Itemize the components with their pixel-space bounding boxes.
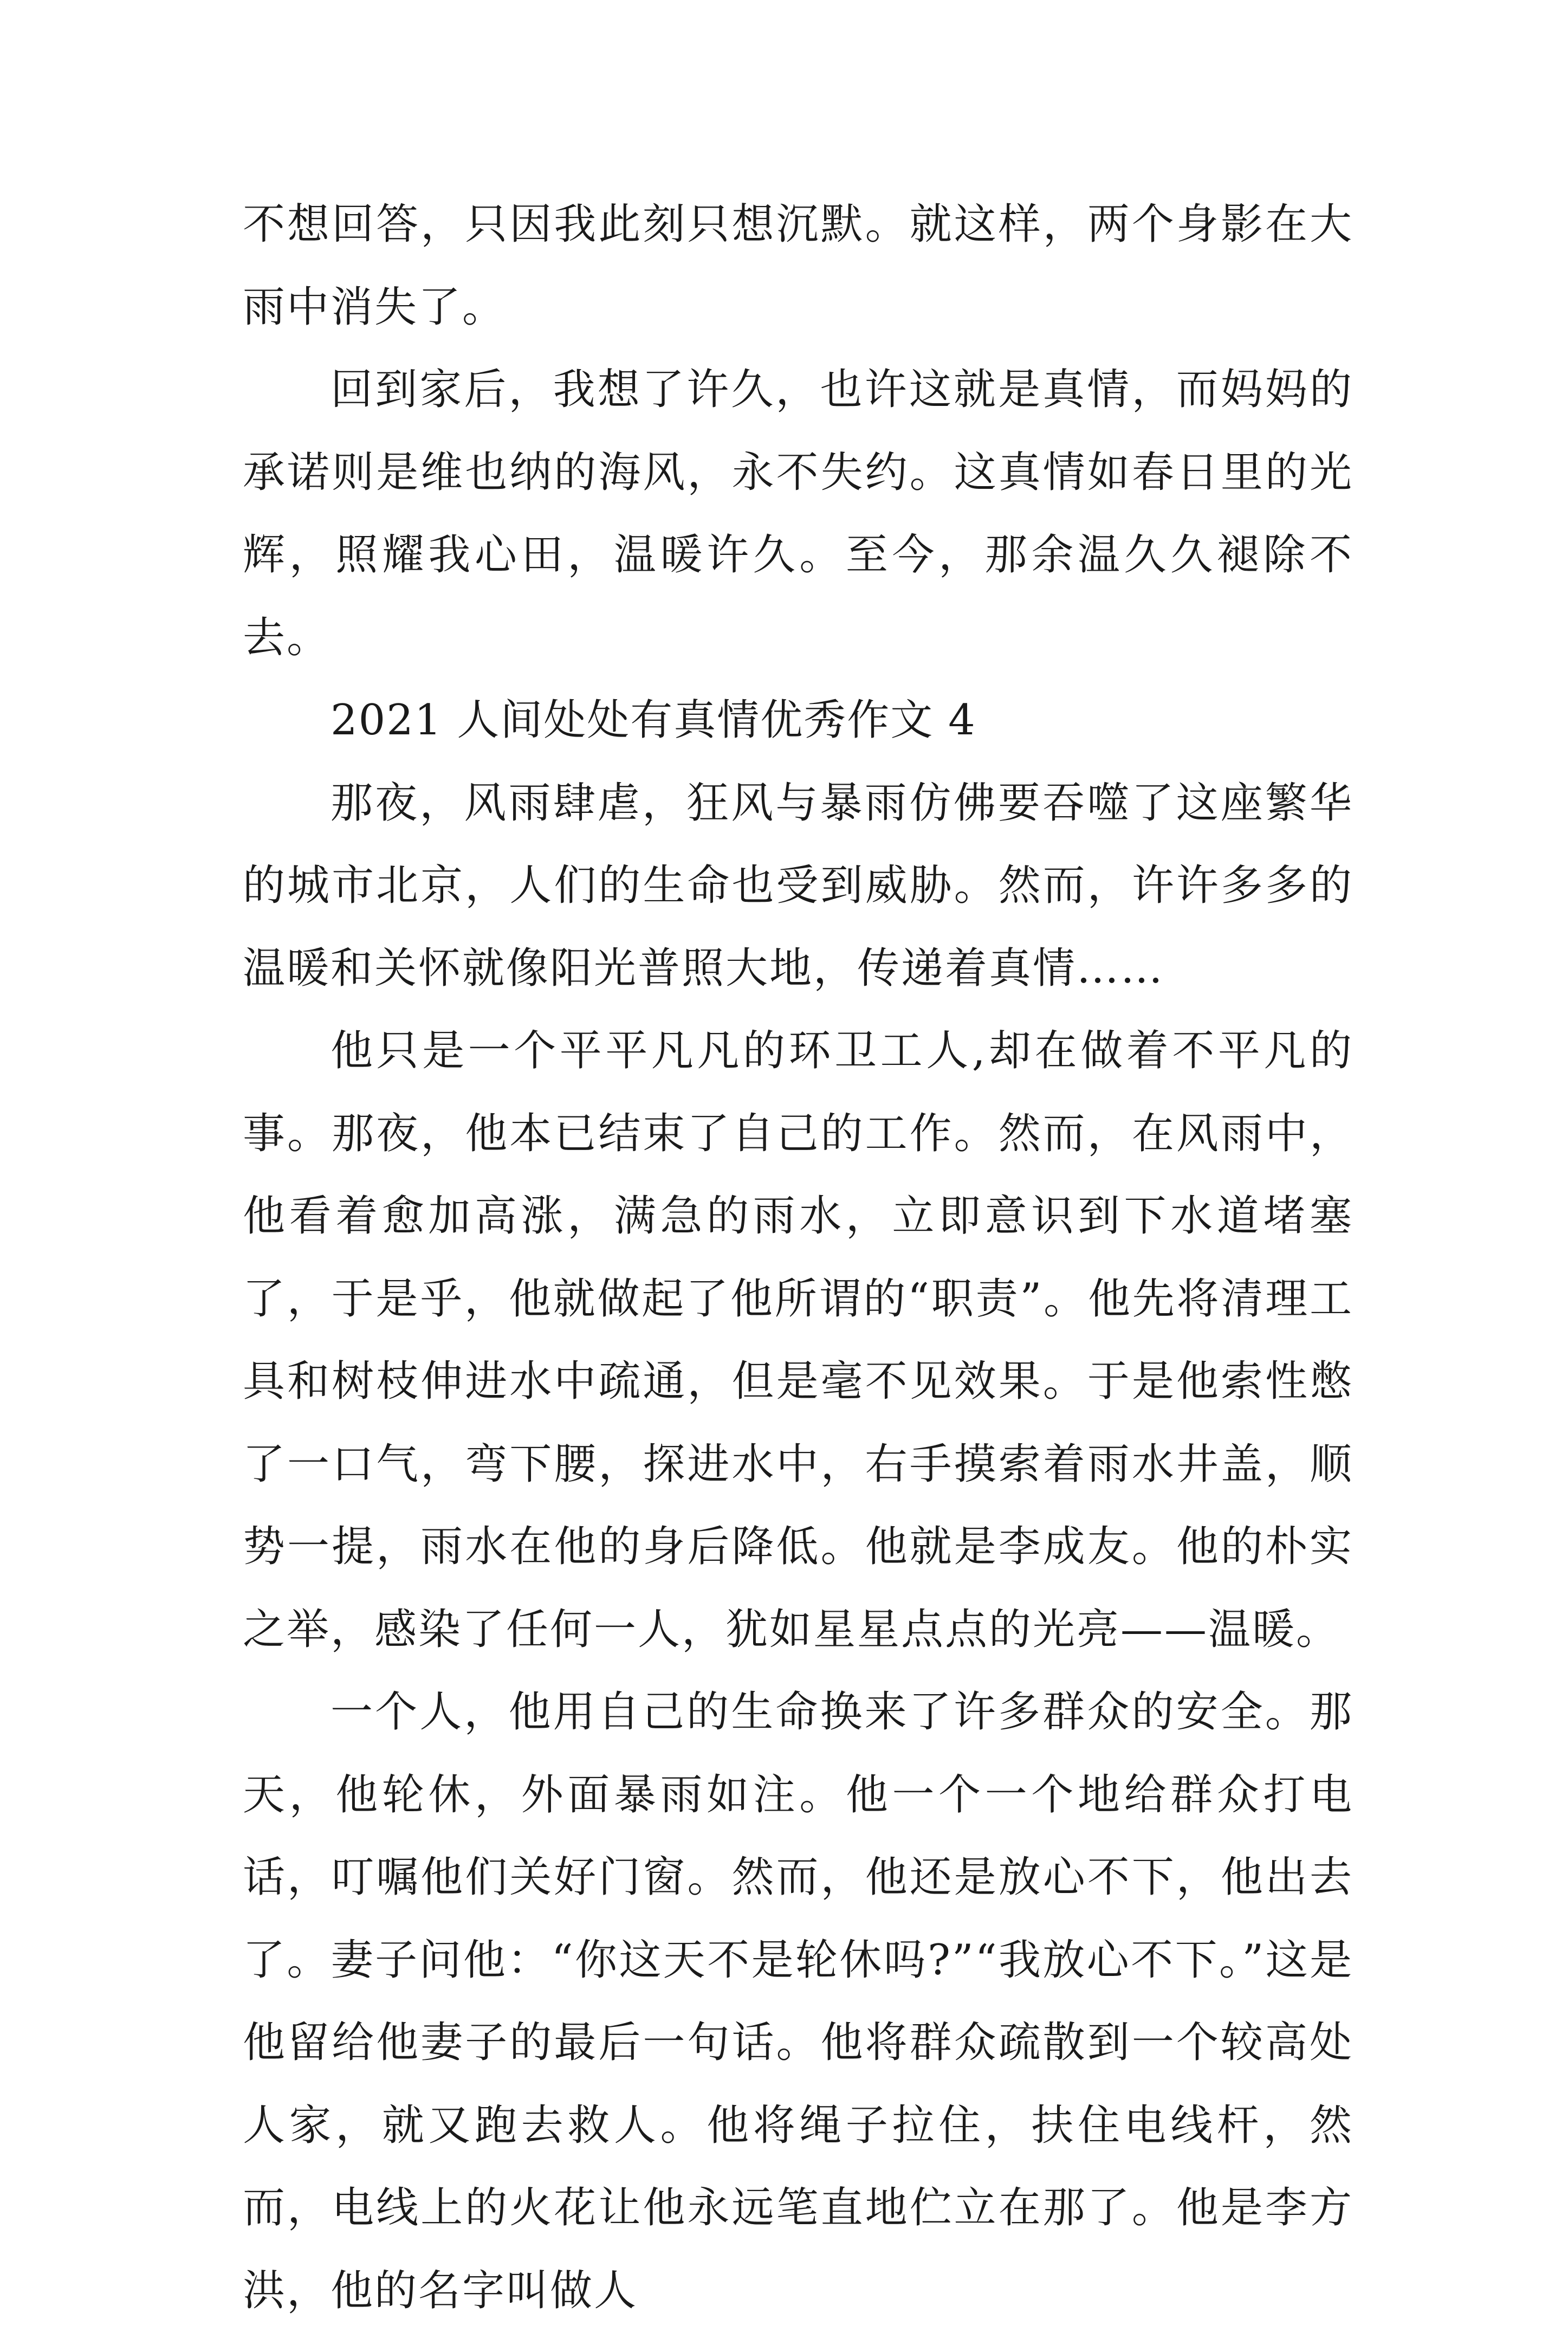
paragraph-continuation: 不想回答，只因我此刻只想沉默。就这样，两个身影在大雨中消失了。 — [243, 200, 1353, 332]
paragraph: 回到家后，我想了许久，也许这就是真情，而妈妈的承诺则是维也纳的海风，永不失约。这真情如春日里的光辉，照耀我心田，温暖许久。至今，那余温久久褪除不去。 — [243, 365, 1353, 662]
body-text — [243, 183, 1353, 2332]
paragraph: 他只是一个平平凡凡的环卫工人,却在做着不平凡的事。那夜，他本已结束了自己的工作。然而，在风雨中，他看着愈加高涨，满急的雨水，立即意识到下水道堵塞了，于是乎，他就做起了他所谓的“职责”。他先将清理工具和树枝伸进水中疏通，但是毫不见效果。于是他索性憋了一口气，弯下腰，探进水中，右手摸索着雨水井盖，顺势一提，雨水在他的身后降低。他就是李成友。他的朴实之举，感染了任何一人，犹如星星点点的光亮——温暖。 — [243, 1026, 1353, 1654]
paragraph: 那夜，风雨肆虐，狂风与暴雨仿佛要吞噬了这座繁华的城市北京，人们的生命也受到威胁。然而，许许多多的温暖和关怀就像阳光普照大地，传递着真情…… — [243, 778, 1353, 993]
paragraph: 一个人，他用自己的生命换来了许多群众的安全。那天，他轮休，外面暴雨如注。他一个一个地给群众打电话，叮嘱他们关好门窗。然而，他还是放心不下，他出去了。妻子问他：“你这天不是轮休吗?”“我放心不下。”这是他留给他妻子的最后一句话。他将群众疏散到一个较高处人家，就又跑去救人。他将绳子拉住，扶住电线杆，然而，电线上的火花让他永远笔直地伫立在那了。他是李方洪，他的名字叫做人 — [243, 1688, 1353, 2315]
section-heading: 2021 人间处处有真情优秀作文 4 — [331, 696, 976, 745]
